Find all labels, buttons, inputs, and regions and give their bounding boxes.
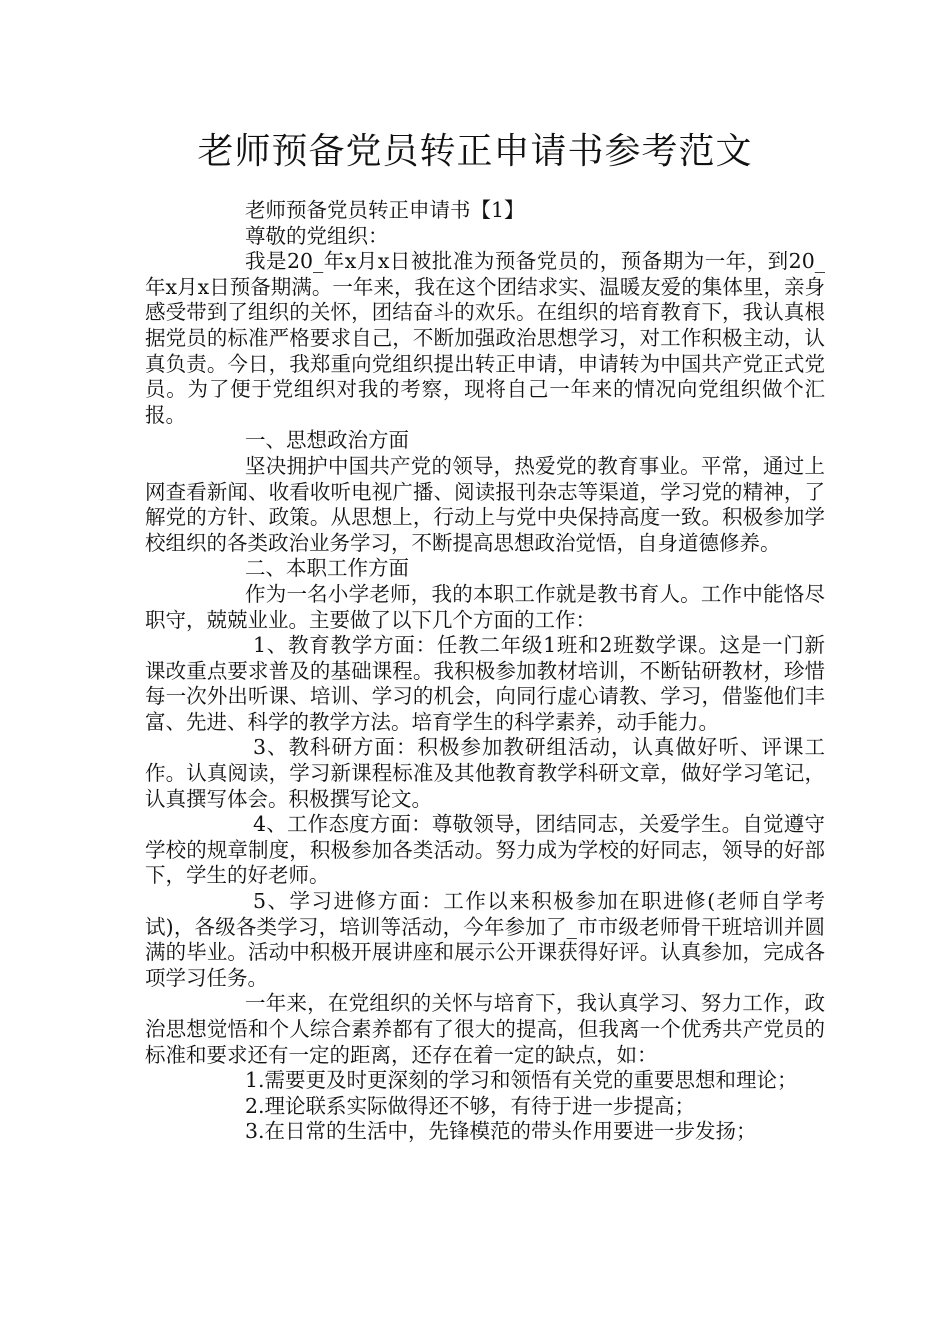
paragraph: 1、教育教学方面：任教二年级1班和2班数学课。这是一门新课改重点要求普及的基础课程。我积极参加教材培训，不断钻研教材，珍惜每一次外出听课、培训、学习的机会，向同行虚心请教、学习，借鉴他们丰富、先进、科学的教学方法。培育学生的科学素养，动手能力。 [145,633,825,734]
paragraph: 2.理论联系实际做得还不够，有待于进一步提高； [245,1093,696,1118]
paragraph: 一、思想政治方面 [245,428,409,453]
document-title: 老师预备党员转正申请书参考范文 [197,131,753,172]
paragraph: 老师预备党员转正申请书【1】 [245,198,525,222]
paragraph: 尊敬的党组织： [245,223,389,248]
document-body [145,198,825,1145]
paragraph: 作为一名小学老师，我的本职工作就是教书育人。工作中能恪尽职守，兢兢业业。主要做了以下几个方面的工作： [145,581,825,632]
paragraph: 二、本职工作方面 [245,556,409,581]
paragraph: 3、教科研方面：积极参加教研组活动，认真做好听、评课工作。认真阅读，学习新课程标准及其他教育教学科研文章，做好学习笔记，认真撰写体会。积极撰写论文。 [145,735,825,811]
paragraph: 4、工作态度方面：尊敬领导，团结同志，关爱学生。自觉遵守学校的规章制度，积极参加各类活动。努力成为学校的好同志，领导的好部下，学生的好老师。 [145,812,825,888]
paragraph: 3.在日常的生活中，先锋模范的带头作用要进一步发扬； [245,1119,757,1144]
paragraph: 坚决拥护中国共产党的领导，热爱党的教育事业。平常，通过上网查看新闻、收看收听电视广播、阅读报刊杂志等渠道，学习党的精神，了解党的方针、政策。从思想上，行动上与党中央保持高度一致。积极参加学校组织的各类政治业务学习，不断提高思想政治觉悟，自身道德修养。 [145,453,825,555]
paragraph: 1.需要更及时更深刻的学习和领悟有关党的重要思想和理论； [245,1068,798,1093]
paragraph: 我是20_年x月x日被批准为预备党员的，预备期为一年，到20_年x月x日预备期满。一年来，我在这个团结求实、温暖友爱的集体里，亲身感受带到了组织的关怀，团结奋斗的欢乐。在组织的培育教育下，我认真根据党员的标准严格要求自己，不断加强政治思想学习，对工作积极主动，认真负责。今日，我郑重向党组织提出转正申请，申请转为中国共产党正式党员。为了便于党组织对我的考察，现将自己一年来的情况向党组织做个汇报。 [145,249,825,427]
paragraph: 5、学习进修方面：工作以来积极参加在职进修(老师自学考试)，各级各类学习，培训等活动，今年参加了_市市级老师骨干班培训并圆满的毕业。活动中积极开展讲座和展示公开课获得好评。认真参加，完成各项学习任务。 [145,889,825,990]
paragraph: 一年来，在党组织的关怀与培育下，我认真学习、努力工作，政治思想觉悟和个人综合素养都有了很大的提高，但我离一个优秀共产党员的标准和要求还有一定的距离，还存在着一定的缺点，如： [145,991,825,1067]
